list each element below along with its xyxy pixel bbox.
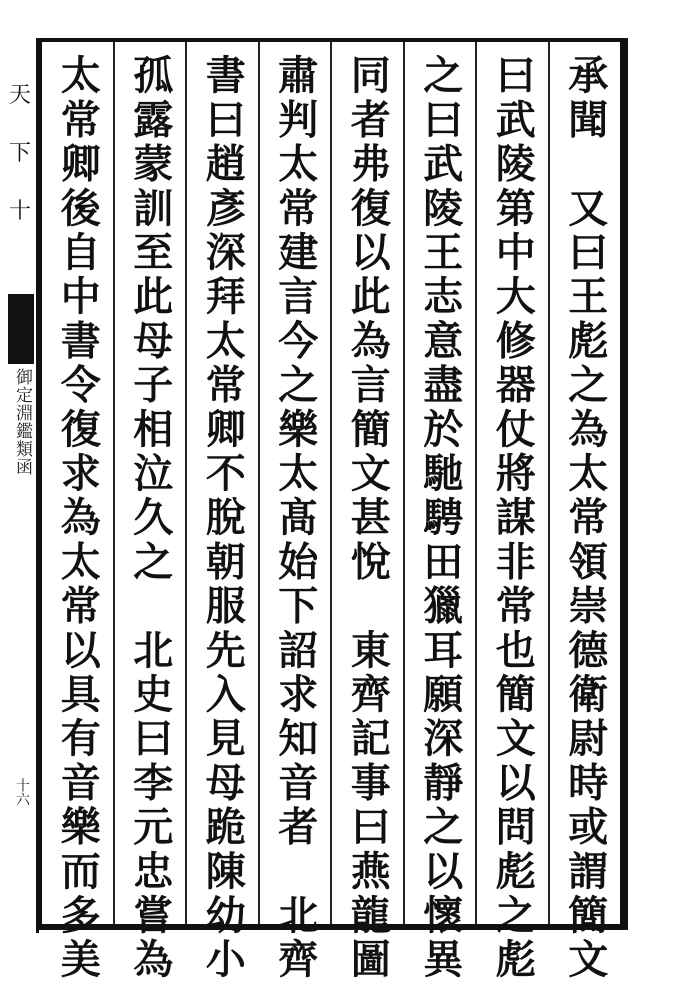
text-column-8 xyxy=(42,42,113,982)
text-column-6 xyxy=(185,42,258,982)
text-column-3 xyxy=(403,42,476,982)
text-column-4 xyxy=(330,42,403,982)
margin-glyph-3: 十 xyxy=(8,199,31,224)
page-number: 十六 xyxy=(14,778,30,806)
text-column-1 xyxy=(548,42,621,982)
book-title: 御定淵鑑類函 xyxy=(12,368,32,476)
column-text-5: 肅判太常建言今之樂太髙始下詔求知音者 北齊 xyxy=(271,54,319,982)
text-column-2 xyxy=(475,42,548,982)
text-columns xyxy=(42,42,620,982)
column-text-2: 曰武陵第中大修器仗將謀非常也簡文以問彪之彪 xyxy=(489,54,537,982)
column-text-8: 太常卿後自中書令復求為太常以具有音樂而多美 xyxy=(54,54,102,982)
text-frame xyxy=(38,38,628,982)
text-column-7 xyxy=(113,42,186,982)
margin-glyph-1: 天 xyxy=(8,83,31,108)
text-column-5 xyxy=(258,42,331,982)
column-text-6: 書曰趙彥深拜太常卿不脫朝服先入見母跪陳幼小 xyxy=(199,54,247,982)
margin-glyph-2: 下 xyxy=(8,141,31,166)
column-text-4: 同者弗復以此為言簡文甚悅 東齊記事曰燕龍圖 xyxy=(344,54,392,982)
fishtail-mark xyxy=(8,294,34,364)
column-text-1: 承聞 又曰王彪之為太常領崇德衛尉時或謂簡文 xyxy=(561,54,609,982)
column-text-3: 之曰武陵王志意盡於馳騁田獵耳願深靜之以懷異 xyxy=(416,54,464,982)
column-text-7: 孤露蒙訓至此母子相泣久之 北史曰李元忠嘗為 xyxy=(126,54,174,982)
